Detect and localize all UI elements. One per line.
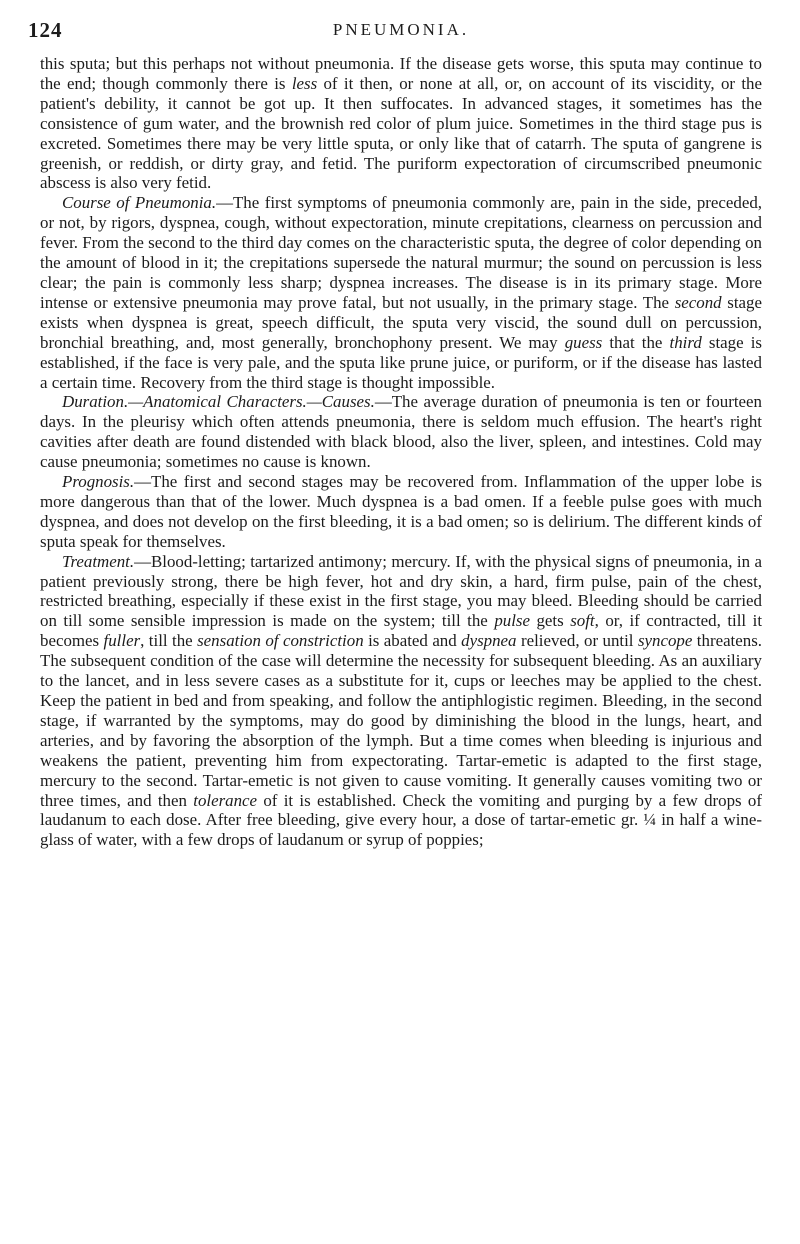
paragraph-sputa-continued [40, 54, 762, 193]
paragraph-treatment [40, 552, 762, 851]
running-head [28, 18, 762, 48]
italic-run: tolerance [193, 790, 258, 810]
paragraph-prognosis [40, 472, 762, 552]
text-run: relieved, or until [516, 631, 638, 651]
italic-run: Treatment. [62, 551, 135, 571]
italic-run: soft [570, 611, 595, 631]
text-run: —The first and second stages may be recovered from. Inflammation of the upper lobe is more dangerous than that of the lower. Much dyspnea is a bad omen. If a feeble pulse goes with much dyspnea, and does not develop on the first bleeding, it is a bad omen; so is delirium. The different kinds of sputa speak for themselves. [40, 472, 762, 551]
book-page [28, 18, 763, 1228]
italic-run: dyspnea [461, 631, 517, 651]
italic-run: third [669, 332, 702, 352]
text-run: —The average duration of pneumonia is ten or fourteen days. In the pleurisy which often attends pneumonia, there is seldom much effusion. The heart's right cavities after death are found distended with black blood, also the liver, spleen, and intestines. Cold may cause pneumonia; sometimes no cause is known. [40, 392, 762, 472]
italic-run: less [291, 73, 318, 93]
italic-run: Prognosis. [62, 472, 135, 492]
page-number: 124 [28, 18, 63, 42]
italic-run: second [674, 292, 722, 312]
text-run: of it is established. Check the vomiting and purging by a few drops of laudanum to each dose. After free bleeding, give every hour, a dose of tartar-emetic gr. ¼ in half a wine-glass of water, with a few drops of laudanum or syrup of poppies; [40, 790, 762, 850]
italic-run: syncope [637, 631, 693, 651]
text-run: of it then, or none at all, or, on account of its viscidity, or the patient's debility, it cannot be got up. It then suffocates. In advanced stages, it sometimes has the consistence of gum water, and the brownish red color of plum juice. Sometimes in the third stage pus is excreted. Sometimes there may be very little sputa, or only like that of catarrh. The sputa of gangrene is greenish, or reddish, or dirty gray, and fetid. The puriform expectoration of circumscribed pneumonic abscess is also very fetid. [40, 73, 762, 193]
paragraph-course-of-pneumonia [40, 193, 762, 392]
text-run: gets [529, 611, 571, 631]
text-run: , till the [140, 631, 198, 651]
italic-run: fuller [103, 631, 141, 651]
text-run: stage exists when dyspnea is great, speech difficult, the sputa very viscid, the sound dull on percussion, bronchial breathing, and, most generally, bronchophony present. We may [40, 292, 762, 352]
text-run: threatens. The subsequent condition of the case will determine the necessity for subsequent bleeding. As an auxiliary to the lancet, and in less severe cases as a substitute for it, cups or leeches may be applied to the chest. Keep the patient in bed and from speaking, and follow the antiphlogistic regimen. Bleeding, in the second stage, if warranted by the symptoms, may do good by diminishing the blood in the lungs, heart, and arteries, and by favoring the absorption of the lymph. But a time comes when bleeding is injurious and weakens the patient, preventing him from expectorating. Tartar-emetic is adapted to the first stage, mercury to the second. Tartar-emetic is not given to cause vomiting. It generally causes vomiting two or three times, and then [40, 631, 762, 810]
italic-run: Duration.—Anatomical Characters.—Causes. [62, 392, 375, 412]
italic-run: pulse [494, 611, 530, 631]
text-run: that the [602, 332, 670, 352]
italic-run: sensation of constriction [197, 631, 364, 651]
text-run: this sputa; but this perhaps not without pneumonia. If the disease gets worse, this sputa may continue to the end; though commonly there is [40, 54, 762, 93]
text-run: , or, if contracted, till it becomes [40, 611, 763, 651]
text-run: —Blood-letting; tartarized antimony; mercury. If, with the physical signs of pneumonia, in a patient previously strong, there be high fever, hot and dry skin, a hard, firm pulse, pain of the chest, restricted breathing, especially if these exist in the first stage, you may bleed. Bleeding should be carried on till some sensible impression is made on the system; till the [40, 551, 762, 631]
text-run: is abated and [363, 631, 462, 651]
paragraph-duration [40, 392, 762, 472]
text-run: —The first symptoms of pneumonia commonly are, pain in the side, preceded, or not, by rigors, dyspnea, cough, without expectoration, minute crepitations, clearness on percussion and fever. From the second to the third day comes on the characteristic sputa, the degree of color depending on the amount of blood in it; the crepitations supersede the natural murmur; the sound on percussion is less clear; the pain is commonly less sharp; dyspnea increases. The disease is in its primary stage. More intense or extensive pneumonia may prove fatal, but not usually, in the primary stage. The [40, 193, 762, 312]
running-title: PNEUMONIA. [332, 20, 470, 39]
italic-run: guess [564, 332, 603, 352]
body-text [40, 54, 762, 850]
italic-run: Course of Pneumonia. [62, 193, 217, 213]
text-run: stage is established, if the face is very pale, and the sputa like prune juice, or puriform, or if the disease has lasted a certain time. Recovery from the third stage is thought impossible. [40, 332, 762, 392]
